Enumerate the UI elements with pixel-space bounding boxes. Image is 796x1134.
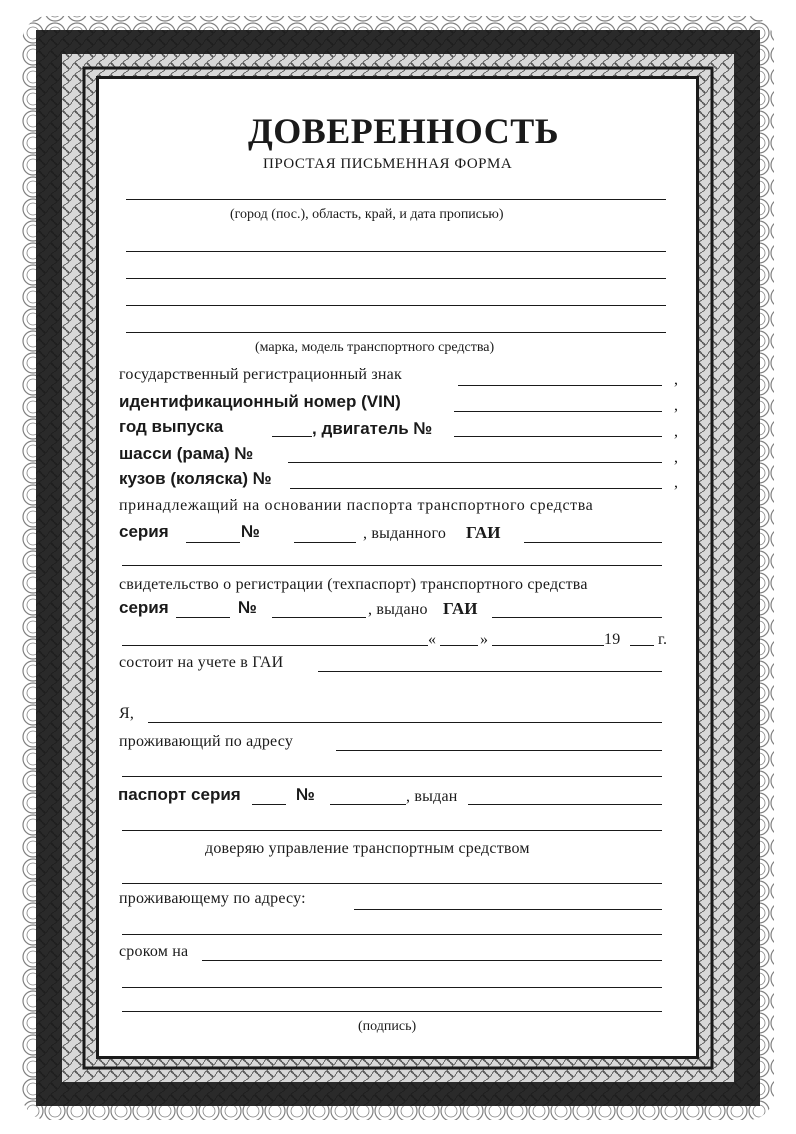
document-subtitle: ПРОСТАЯ ПИСЬМЕННАЯ ФОРМА [263, 156, 513, 172]
year-suffix: г. [658, 631, 668, 648]
vehicle-caption: (марка, модель транспортного средства) [255, 340, 495, 355]
residing-label: проживающий по адресу [119, 733, 294, 750]
chassis-label: шасси (рама) № [119, 444, 254, 463]
registered-field[interactable] [318, 671, 662, 672]
passport-issued-label: , выдан [406, 788, 458, 805]
vehicle-line-4[interactable] [126, 332, 666, 333]
term-field[interactable] [202, 960, 662, 961]
comma: , [674, 423, 679, 440]
document-title: ДОВЕРЕННОСТЬ [248, 111, 560, 151]
pts-gai-label: ГАИ [466, 523, 501, 542]
vehicle-line-2[interactable] [126, 278, 666, 279]
chassis-field[interactable] [288, 462, 662, 463]
date-month-field[interactable] [492, 645, 604, 646]
city-date-caption: (город (пос.), область, край, и дата прописью) [230, 207, 504, 222]
passport-number-sign: № [296, 785, 315, 804]
cert-series-label: серия [119, 598, 169, 617]
vin-label: идентификационный номер (VIN) [119, 392, 401, 411]
pts-number-field[interactable] [294, 542, 356, 543]
cert-issued-label: , выдано [368, 601, 428, 618]
passport-issued-field[interactable] [468, 804, 662, 805]
residing-extra-line[interactable] [122, 776, 662, 777]
term-extra-line-2[interactable] [122, 1011, 662, 1012]
comma: , [674, 397, 679, 414]
year-field[interactable] [272, 436, 312, 437]
residing-to-extra-line[interactable] [122, 934, 662, 935]
cert-gai-label: ГАИ [443, 599, 478, 618]
pts-number-sign: № [241, 522, 260, 541]
reg-sign-label: государственный регистрационный знак [119, 366, 402, 383]
residing-to-field[interactable] [354, 909, 662, 910]
reg-sign-field[interactable] [458, 385, 662, 386]
year-prefix: 19 [604, 631, 621, 648]
vehicle-line-1[interactable] [126, 251, 666, 252]
registered-label: состоит на учете в ГАИ [119, 654, 284, 671]
term-extra-line-1[interactable] [122, 987, 662, 988]
pts-series-field[interactable] [186, 542, 240, 543]
quote-close: » [480, 631, 489, 648]
pts-series-label: серия [119, 522, 169, 541]
cert-number-sign: № [238, 598, 257, 617]
i-label: Я, [119, 705, 135, 722]
passport-extra-line[interactable] [122, 830, 662, 831]
comma: , [674, 449, 679, 466]
comma: , [674, 371, 679, 388]
entrust-text: доверяю управление транспортным средством [205, 840, 530, 857]
cert-gai-field[interactable] [492, 617, 662, 618]
document-sheet [96, 76, 699, 1059]
year-label: год выпуска [119, 417, 224, 436]
pts-gai-field[interactable] [524, 542, 662, 543]
vehicle-line-3[interactable] [126, 305, 666, 306]
pts-issued-label: , выданного [363, 525, 447, 542]
date-year-field[interactable] [630, 645, 654, 646]
passport-series-label: паспорт серия [118, 785, 241, 804]
engine-label: , двигатель № [312, 419, 433, 438]
comma: , [674, 474, 679, 491]
passport-series-field[interactable] [252, 804, 286, 805]
city-date-line[interactable] [126, 199, 666, 200]
cert-number-field[interactable] [272, 617, 366, 618]
pts-extra-line[interactable] [122, 565, 662, 566]
signature-caption: (подпись) [358, 1019, 417, 1034]
belonging-text: принадлежащий на основании паспорта транспортного средства [119, 497, 594, 514]
reg-cert-text: свидетельство о регистрации (техпаспорт) транспортного средства [119, 576, 588, 593]
cert-series-field[interactable] [176, 617, 230, 618]
term-label: сроком на [119, 943, 189, 960]
body-label: кузов (коляска) № [119, 469, 272, 488]
attorney-name-field[interactable] [122, 883, 662, 884]
cert-extra-line[interactable] [122, 645, 428, 646]
quote-open: « [428, 631, 437, 648]
residing-field[interactable] [336, 750, 662, 751]
body-field[interactable] [290, 488, 662, 489]
date-day-field[interactable] [440, 645, 478, 646]
residing-to-label: проживающему по адресу: [119, 890, 306, 907]
principal-name-field[interactable] [148, 722, 662, 723]
vin-field[interactable] [454, 411, 662, 412]
passport-number-field[interactable] [330, 804, 406, 805]
engine-field[interactable] [454, 436, 662, 437]
